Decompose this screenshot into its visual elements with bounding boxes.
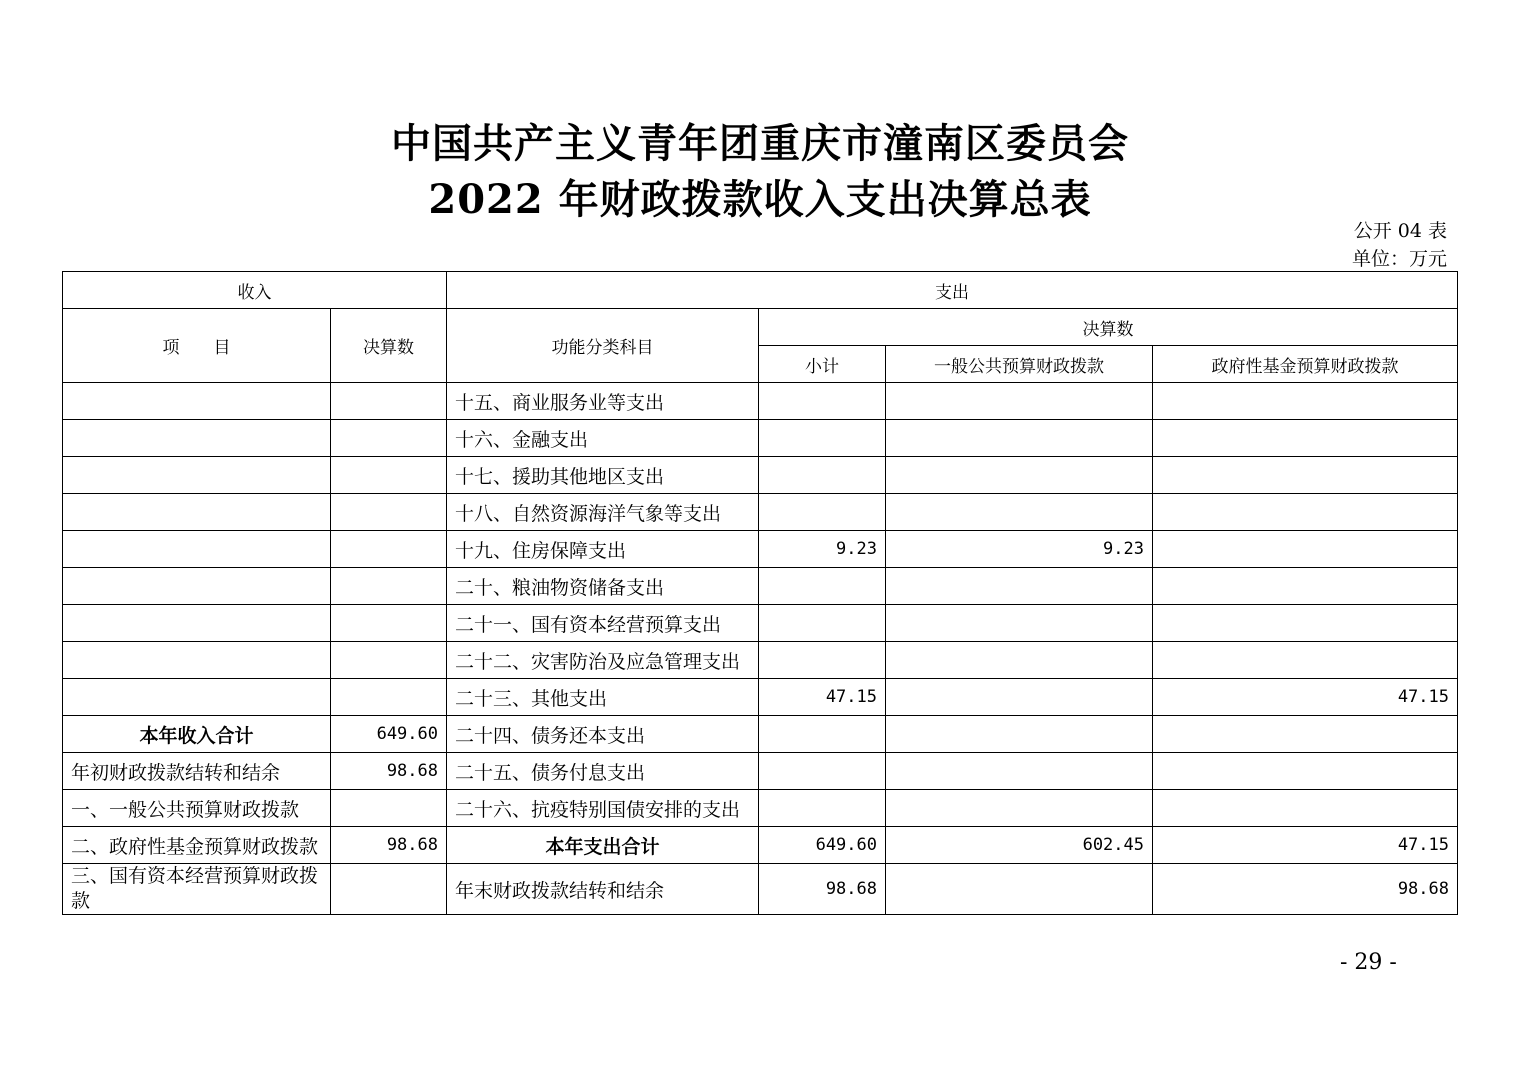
expense-item-cell: 十七、援助其他地区支出: [447, 457, 759, 494]
expense-item-cell: 二十四、债务还本支出: [447, 716, 759, 753]
income-item-cell: [63, 383, 331, 420]
income-amount-cell: [331, 494, 447, 531]
income-item-cell: [63, 568, 331, 605]
unit-label: 单位：万元: [1351, 248, 1447, 270]
income-amount-cell: [331, 568, 447, 605]
income-amount-cell: [331, 642, 447, 679]
income-item-cell: [63, 457, 331, 494]
form-number: 公开 04 表: [1353, 220, 1447, 242]
general-budget-cell: [886, 790, 1153, 827]
income-amount-cell: [331, 457, 447, 494]
subtotal-cell: [759, 383, 886, 420]
general-budget-cell: [886, 494, 1153, 531]
income-item-cell: 二、政府性基金预算财政拨款: [63, 827, 331, 864]
expense-item-cell: 十五、商业服务业等支出: [447, 383, 759, 420]
header-exp-amount: 决算数: [759, 309, 1458, 346]
general-budget-cell: [886, 753, 1153, 790]
table-row: [63, 790, 1458, 827]
income-item-cell: 本年收入合计: [63, 716, 331, 753]
gov-fund-cell: [1153, 568, 1458, 605]
table-row: [63, 716, 1458, 753]
expense-item-cell: 十九、住房保障支出: [447, 531, 759, 568]
table-row: [63, 494, 1458, 531]
subtotal-cell: 98.68: [759, 864, 886, 915]
gov-fund-cell: [1153, 605, 1458, 642]
gov-fund-cell: [1153, 790, 1458, 827]
budget-table: [62, 271, 1458, 915]
income-amount-cell: [331, 864, 447, 915]
subtotal-cell: 9.23: [759, 531, 886, 568]
general-budget-cell: [886, 642, 1153, 679]
expense-item-cell: 十六、金融支出: [447, 420, 759, 457]
title-line-1: 中国共产主义青年团重庆市潼南区委员会: [391, 120, 1129, 167]
gov-fund-cell: [1153, 753, 1458, 790]
gov-fund-cell: 98.68: [1153, 864, 1458, 915]
table-row: [63, 679, 1458, 716]
table-row: [63, 457, 1458, 494]
expense-item-cell: 二十三、其他支出: [447, 679, 759, 716]
gov-fund-cell: 47.15: [1153, 679, 1458, 716]
expense-item-cell: 二十一、国有资本经营预算支出: [447, 605, 759, 642]
header-func-class: 功能分类科目: [447, 309, 759, 383]
general-budget-cell: [886, 568, 1153, 605]
subtotal-cell: [759, 642, 886, 679]
table-row: [63, 753, 1458, 790]
table-row: [63, 420, 1458, 457]
income-amount-cell: [331, 605, 447, 642]
subtotal-cell: 649.60: [759, 827, 886, 864]
header-row-2: [63, 309, 1458, 346]
page-number: - 29 -: [1340, 950, 1397, 975]
table-row: [63, 864, 1458, 915]
header-amount: 决算数: [331, 309, 447, 383]
header-general: 一般公共预算财政拨款: [886, 346, 1153, 383]
income-amount-cell: [331, 383, 447, 420]
general-budget-cell: [886, 679, 1153, 716]
income-item-cell: [63, 494, 331, 531]
general-budget-cell: [886, 716, 1153, 753]
expense-item-cell: 二十六、抗疫特别国债安排的支出: [447, 790, 759, 827]
table-row: [63, 568, 1458, 605]
expense-item-cell: 二十二、灾害防治及应急管理支出: [447, 642, 759, 679]
gov-fund-cell: [1153, 383, 1458, 420]
general-budget-cell: [886, 383, 1153, 420]
income-item-cell: 一、一般公共预算财政拨款: [63, 790, 331, 827]
income-amount-cell: 98.68: [331, 753, 447, 790]
income-item-cell: [63, 531, 331, 568]
header-gov-fund: 政府性基金预算财政拨款: [1153, 346, 1458, 383]
subtotal-cell: 47.15: [759, 679, 886, 716]
gov-fund-cell: [1153, 642, 1458, 679]
gov-fund-cell: [1153, 420, 1458, 457]
expense-item-cell: 二十五、债务付息支出: [447, 753, 759, 790]
income-item-cell: 三、国有资本经营预算财政拨款: [63, 864, 331, 915]
header-item: 项 目: [63, 309, 331, 383]
subtotal-cell: [759, 568, 886, 605]
income-item-cell: [63, 642, 331, 679]
subtotal-cell: [759, 790, 886, 827]
general-budget-cell: [886, 864, 1153, 915]
subtotal-cell: [759, 753, 886, 790]
general-budget-cell: [886, 605, 1153, 642]
table-row: [63, 642, 1458, 679]
gov-fund-cell: 47.15: [1153, 827, 1458, 864]
header-income: 收入: [63, 272, 447, 309]
gov-fund-cell: [1153, 494, 1458, 531]
expense-item-cell: 本年支出合计: [447, 827, 759, 864]
header-row-1: [63, 272, 1458, 309]
title-line-2: 2022 年财政拨款收入支出决算总表: [428, 176, 1092, 223]
header-expense: 支出: [447, 272, 1458, 309]
gov-fund-cell: [1153, 457, 1458, 494]
income-amount-cell: [331, 420, 447, 457]
income-item-cell: 年初财政拨款结转和结余: [63, 753, 331, 790]
income-item-cell: [63, 605, 331, 642]
subtotal-cell: [759, 605, 886, 642]
subtotal-cell: [759, 420, 886, 457]
income-amount-cell: [331, 679, 447, 716]
income-amount-cell: [331, 790, 447, 827]
expense-item-cell: 年末财政拨款结转和结余: [447, 864, 759, 915]
income-item-cell: [63, 679, 331, 716]
expense-item-cell: 十八、自然资源海洋气象等支出: [447, 494, 759, 531]
income-amount-cell: 98.68: [331, 827, 447, 864]
income-amount-cell: [331, 531, 447, 568]
table-row: [63, 383, 1458, 420]
table-row: [63, 827, 1458, 864]
header-subtotal: 小计: [759, 346, 886, 383]
general-budget-cell: [886, 420, 1153, 457]
subtotal-cell: [759, 494, 886, 531]
income-amount-cell: 649.60: [331, 716, 447, 753]
gov-fund-cell: [1153, 716, 1458, 753]
general-budget-cell: 9.23: [886, 531, 1153, 568]
table-row: [63, 605, 1458, 642]
table-row: [63, 531, 1458, 568]
gov-fund-cell: [1153, 531, 1458, 568]
expense-item-cell: 二十、粮油物资储备支出: [447, 568, 759, 605]
subtotal-cell: [759, 716, 886, 753]
subtotal-cell: [759, 457, 886, 494]
general-budget-cell: [886, 457, 1153, 494]
general-budget-cell: 602.45: [886, 827, 1153, 864]
income-item-cell: [63, 420, 331, 457]
